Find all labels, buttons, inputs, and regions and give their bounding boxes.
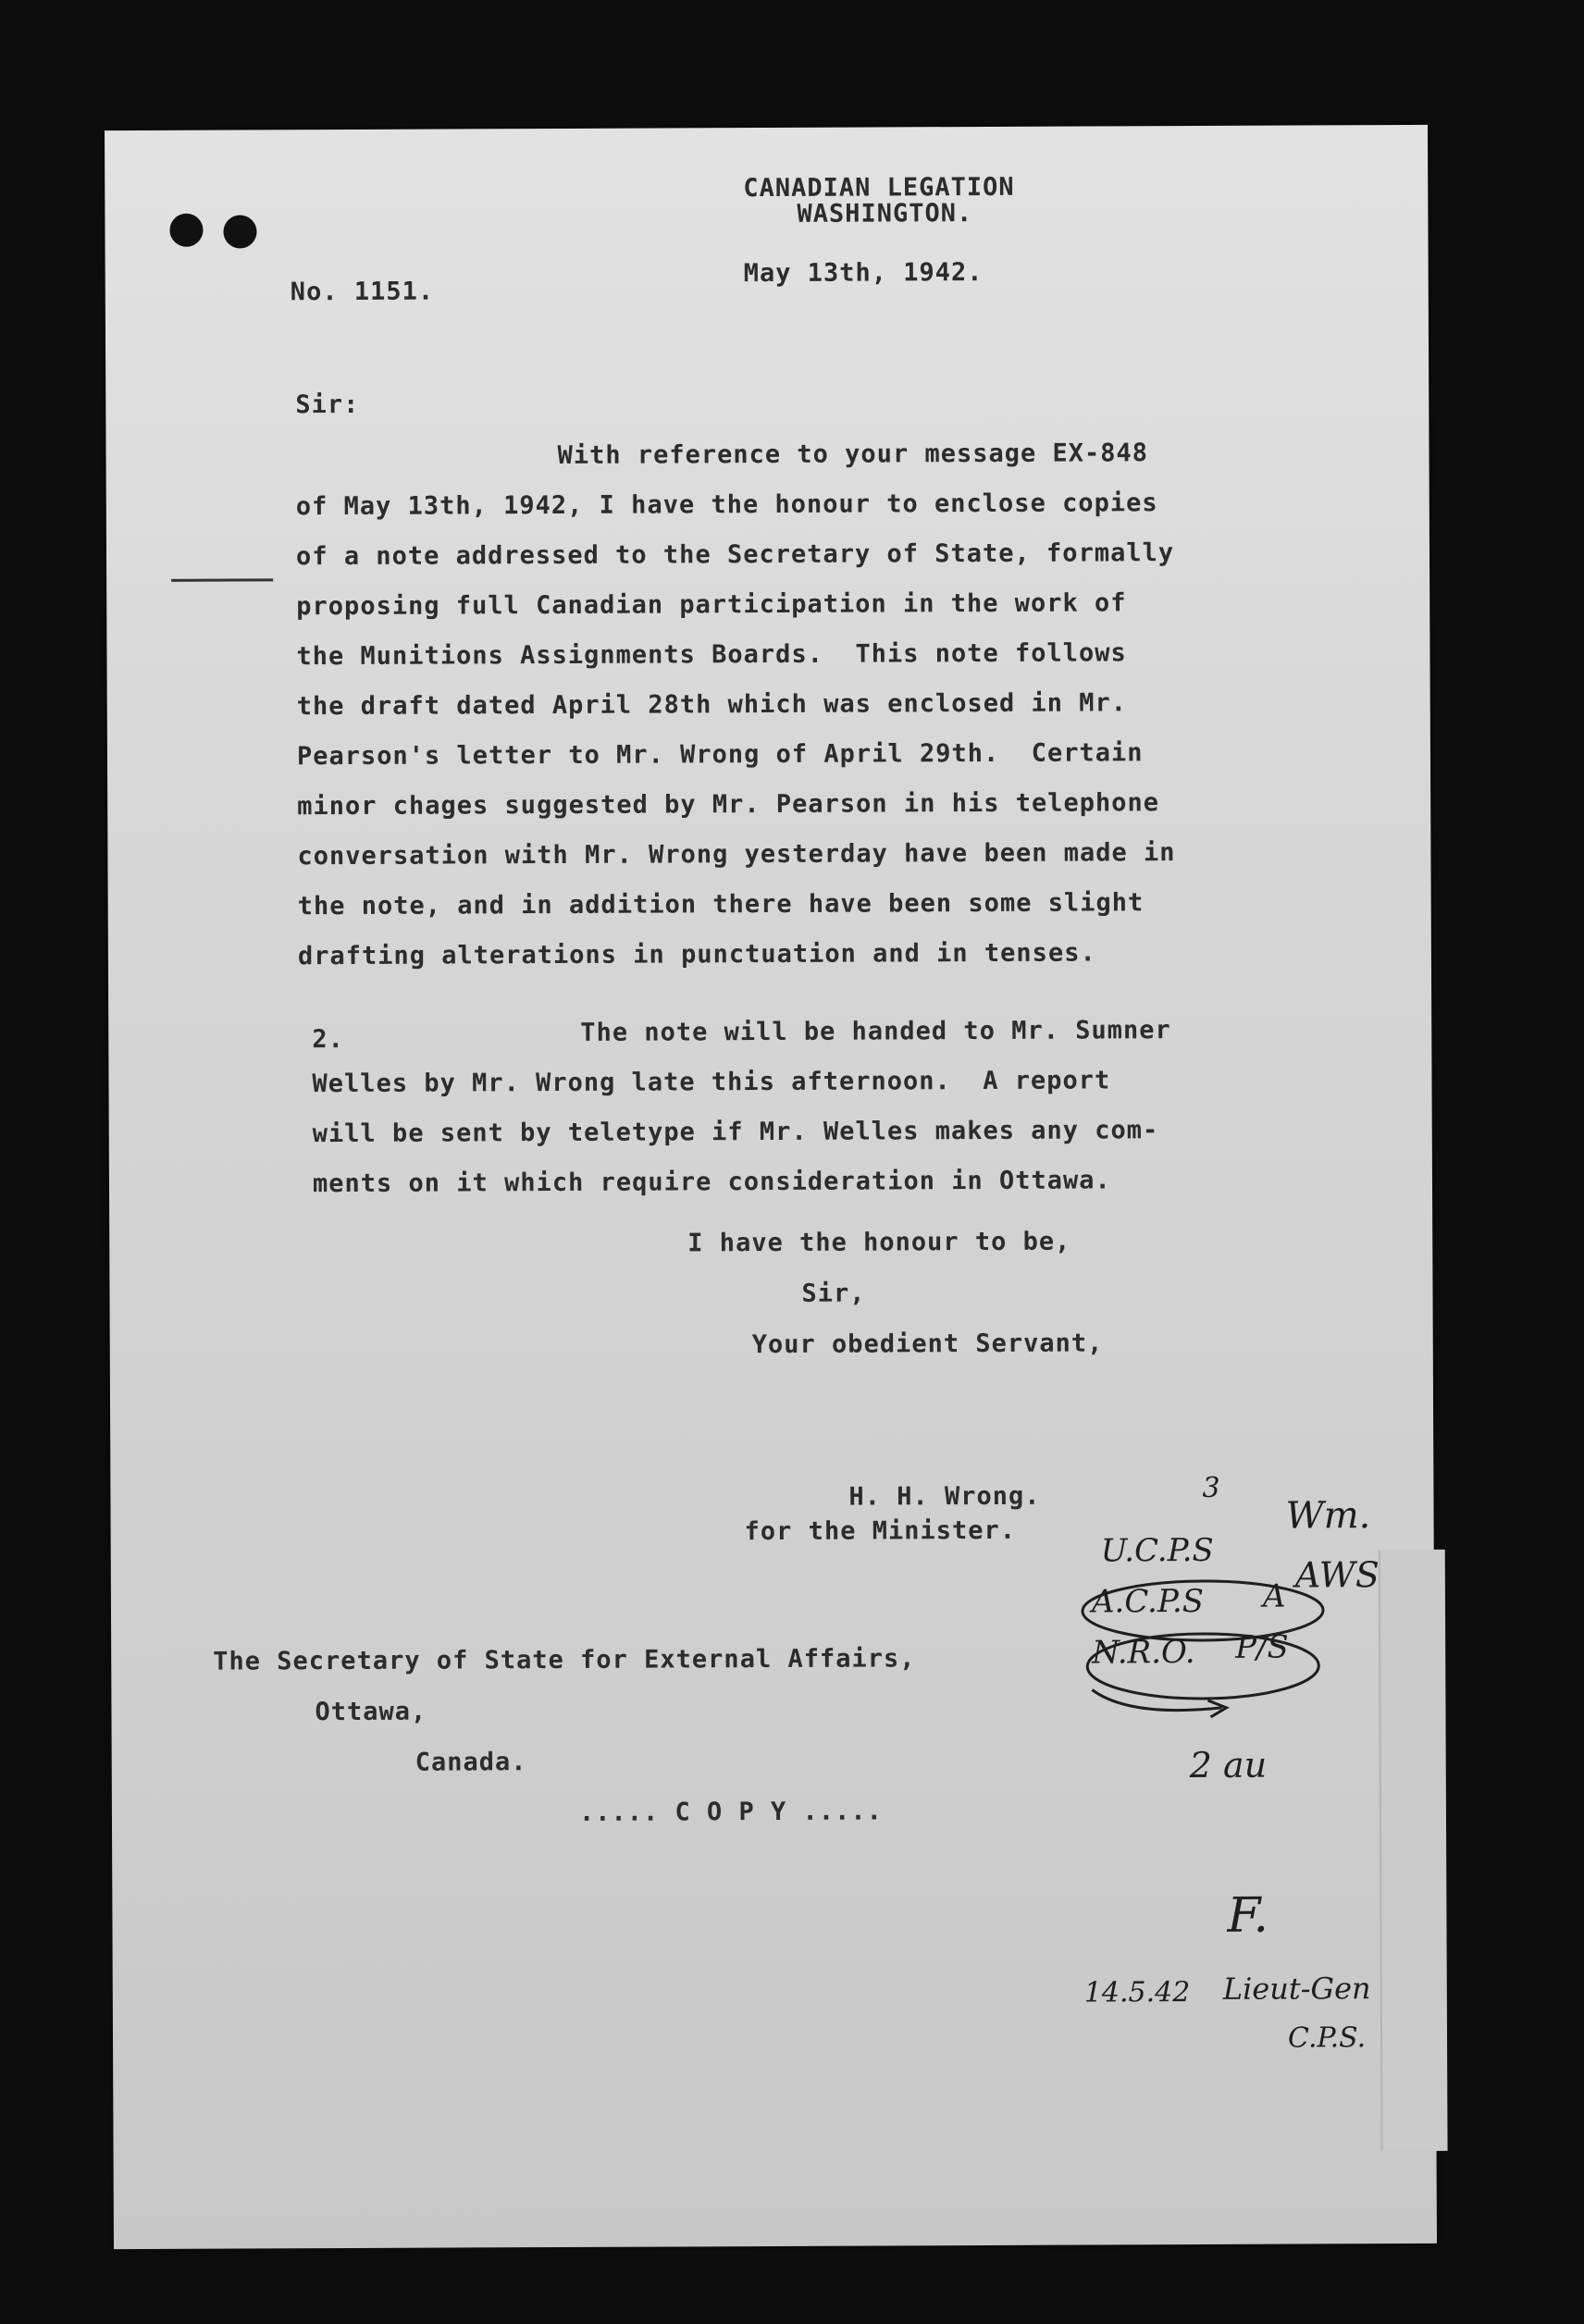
- closing-line: Your obedient Servant,: [751, 1329, 1104, 1360]
- body-line: the note, and in addition there have been some slight: [297, 888, 1145, 921]
- handwritten-mark: 2 au: [1189, 1744, 1268, 1786]
- paper-fold-tab: [1379, 1550, 1448, 2151]
- letter-page: [105, 125, 1437, 2249]
- handwritten-mark: N.R.O.: [1092, 1634, 1195, 1672]
- body-line: will be sent by teletype if Mr. Welles makes any com-: [312, 1116, 1159, 1149]
- signature-name: H. H. Wrong.: [848, 1481, 1041, 1512]
- handwritten-mark: Wm.: [1285, 1494, 1371, 1538]
- handwritten-mark: Lieut-Gen: [1222, 1971, 1371, 2007]
- body-line: The note will be handed to Mr. Sumner: [580, 1016, 1171, 1047]
- handwritten-mark: 14.5.42: [1083, 1976, 1191, 2009]
- addressee-line: Ottawa,: [315, 1697, 427, 1727]
- addressee-line: The Secretary of State for External Affairs,: [213, 1644, 916, 1676]
- handwritten-mark: F.: [1227, 1887, 1269, 1944]
- handwritten-mark: C.P.S.: [1287, 2021, 1367, 2055]
- letterhead-line2: WASHINGTON.: [797, 199, 973, 229]
- body-line: drafting alterations in punctuation and in tenses.: [297, 938, 1096, 971]
- body-line: of May 13th, 1942, I have the honour to enclose copies: [295, 488, 1158, 522]
- copy-mark: ..... C O P Y .....: [578, 1797, 883, 1827]
- body-line: the draft dated April 28th which was enclosed in Mr.: [296, 688, 1128, 722]
- letterhead-line1: CANADIAN LEGATION: [743, 172, 1015, 204]
- body-line: the Munitions Assignments Boards. This note follows: [296, 638, 1127, 672]
- body-line: minor chages suggested by Mr. Pearson in his telephone: [297, 788, 1160, 822]
- body-line: With reference to your message EX-848: [557, 439, 1149, 470]
- handwritten-circle-marks: [1073, 1568, 1343, 1736]
- punch-hole-right: [223, 215, 256, 248]
- reference-number: No. 1151.: [290, 277, 435, 307]
- body-line: ments on it which require consideration in Ottawa.: [312, 1166, 1111, 1199]
- punch-hole-left: [169, 214, 203, 247]
- paragraph-number: 2.: [312, 1025, 344, 1055]
- body-line: of a note addressed to the Secretary of State, formally: [295, 538, 1175, 572]
- signature-role: for the Minister.: [744, 1515, 1017, 1547]
- handwritten-mark: A.C.P.S: [1091, 1582, 1205, 1621]
- closing-line: Sir,: [801, 1279, 866, 1308]
- body-line: Pearson's letter to Mr. Wrong of April 29th. Certain: [296, 738, 1144, 772]
- handwritten-mark: AWS: [1294, 1554, 1380, 1596]
- closing-line: I have the honour to be,: [687, 1227, 1071, 1258]
- addressee-line: Canada.: [415, 1748, 527, 1777]
- handwritten-mark: P/S: [1235, 1628, 1289, 1666]
- salutation: Sir:: [295, 389, 360, 420]
- body-line: conversation with Mr. Wrong yesterday have been made in: [297, 838, 1176, 872]
- margin-rule: [171, 578, 273, 581]
- handwritten-mark: U.C.P.S: [1100, 1531, 1214, 1570]
- body-line: Welles by Mr. Wrong late this afternoon. A report: [312, 1066, 1111, 1099]
- letter-date: May 13th, 1942.: [743, 257, 984, 289]
- body-line: proposing full Canadian participation in the work of: [296, 588, 1127, 622]
- handwritten-mark: 3: [1202, 1471, 1220, 1504]
- handwritten-mark: A: [1262, 1577, 1286, 1615]
